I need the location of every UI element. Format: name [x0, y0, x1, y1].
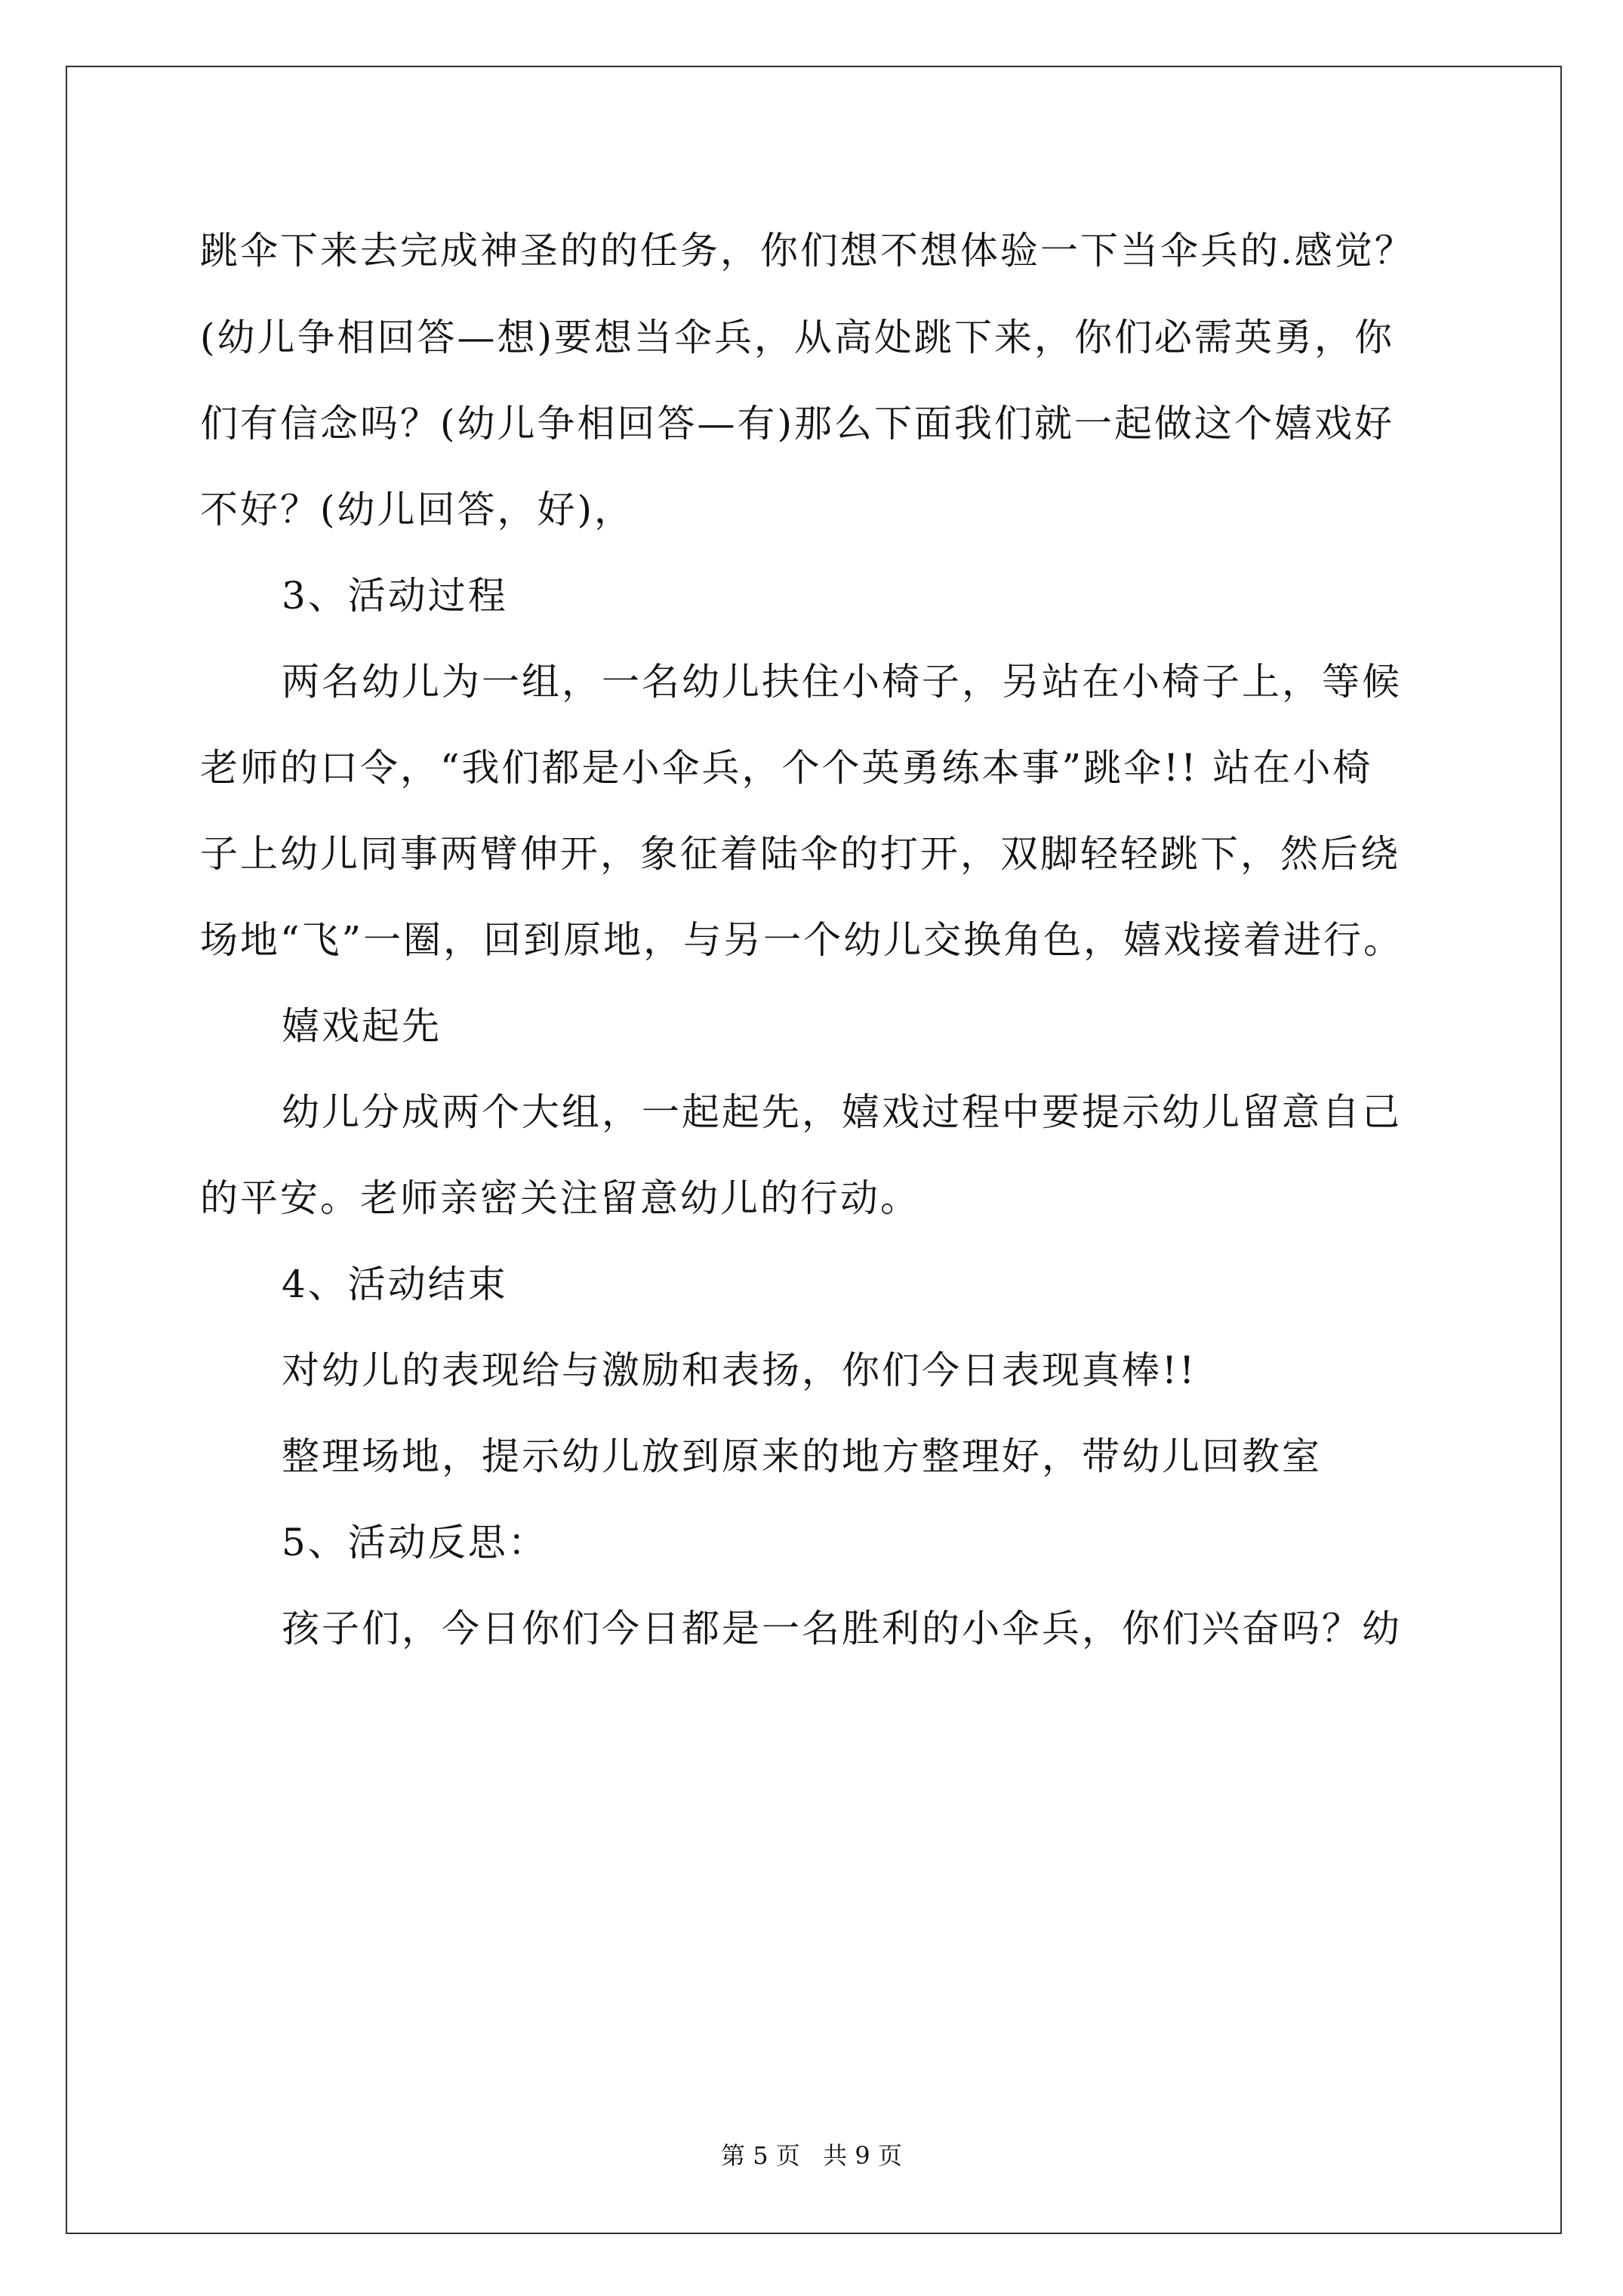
- text-line: 对幼儿的表现给与激励和表扬，你们今日表现真棒!!: [282, 1348, 1197, 1392]
- text-line: 孩子们，今日你们今日都是一名胜利的小伞兵，你们兴奋吗？幼: [282, 1607, 1402, 1650]
- text-line: 子上幼儿同事两臂伸开，象征着陆伞的打开，双脚轻轻跳下，然后绕: [200, 832, 1400, 876]
- section-heading: 3、活动过程: [282, 574, 508, 618]
- text-line: 幼儿分成两个大组，一起起先，嬉戏过程中要提示幼儿留意自己: [282, 1090, 1402, 1134]
- text-line: 不好？(幼儿回答，好)，: [200, 488, 635, 532]
- section-heading: 4、活动结束: [282, 1262, 508, 1306]
- text-line: 老师的口令，“我们都是小伞兵，个个英勇练本事”跳伞!! 站在小椅: [200, 746, 1373, 790]
- page-border: [66, 66, 1562, 2234]
- text-line: (幼儿争相回答—想)要想当伞兵，从高处跳下来，你们必需英勇，你: [200, 316, 1395, 359]
- page-footer: 第 5 页 共 9 页: [721, 2141, 902, 2170]
- text-line: 的平安。老师亲密关注留意幼儿的行动。: [200, 1176, 920, 1220]
- text-line: 跳伞下来去完成神圣的的任务，你们想不想体验一下当伞兵的.感觉？: [200, 229, 1415, 273]
- section-heading: 5、活动反思：: [282, 1521, 548, 1564]
- text-line: 场地“飞”一圈，回到原地，与另一个幼儿交换角色，嬉戏接着进行。: [200, 918, 1404, 962]
- text-line: 们有信念吗？(幼儿争相回答—有)那么下面我们就一起做这个嬉戏好: [200, 402, 1395, 445]
- text-line: 整理场地，提示幼儿放到原来的地方整理好，带幼儿回教室: [282, 1435, 1322, 1478]
- text-line: 两名幼儿为一组，一名幼儿扶住小椅子，另站在小椅子上，等候: [282, 660, 1402, 704]
- section-heading: 嬉戏起先: [282, 1004, 442, 1048]
